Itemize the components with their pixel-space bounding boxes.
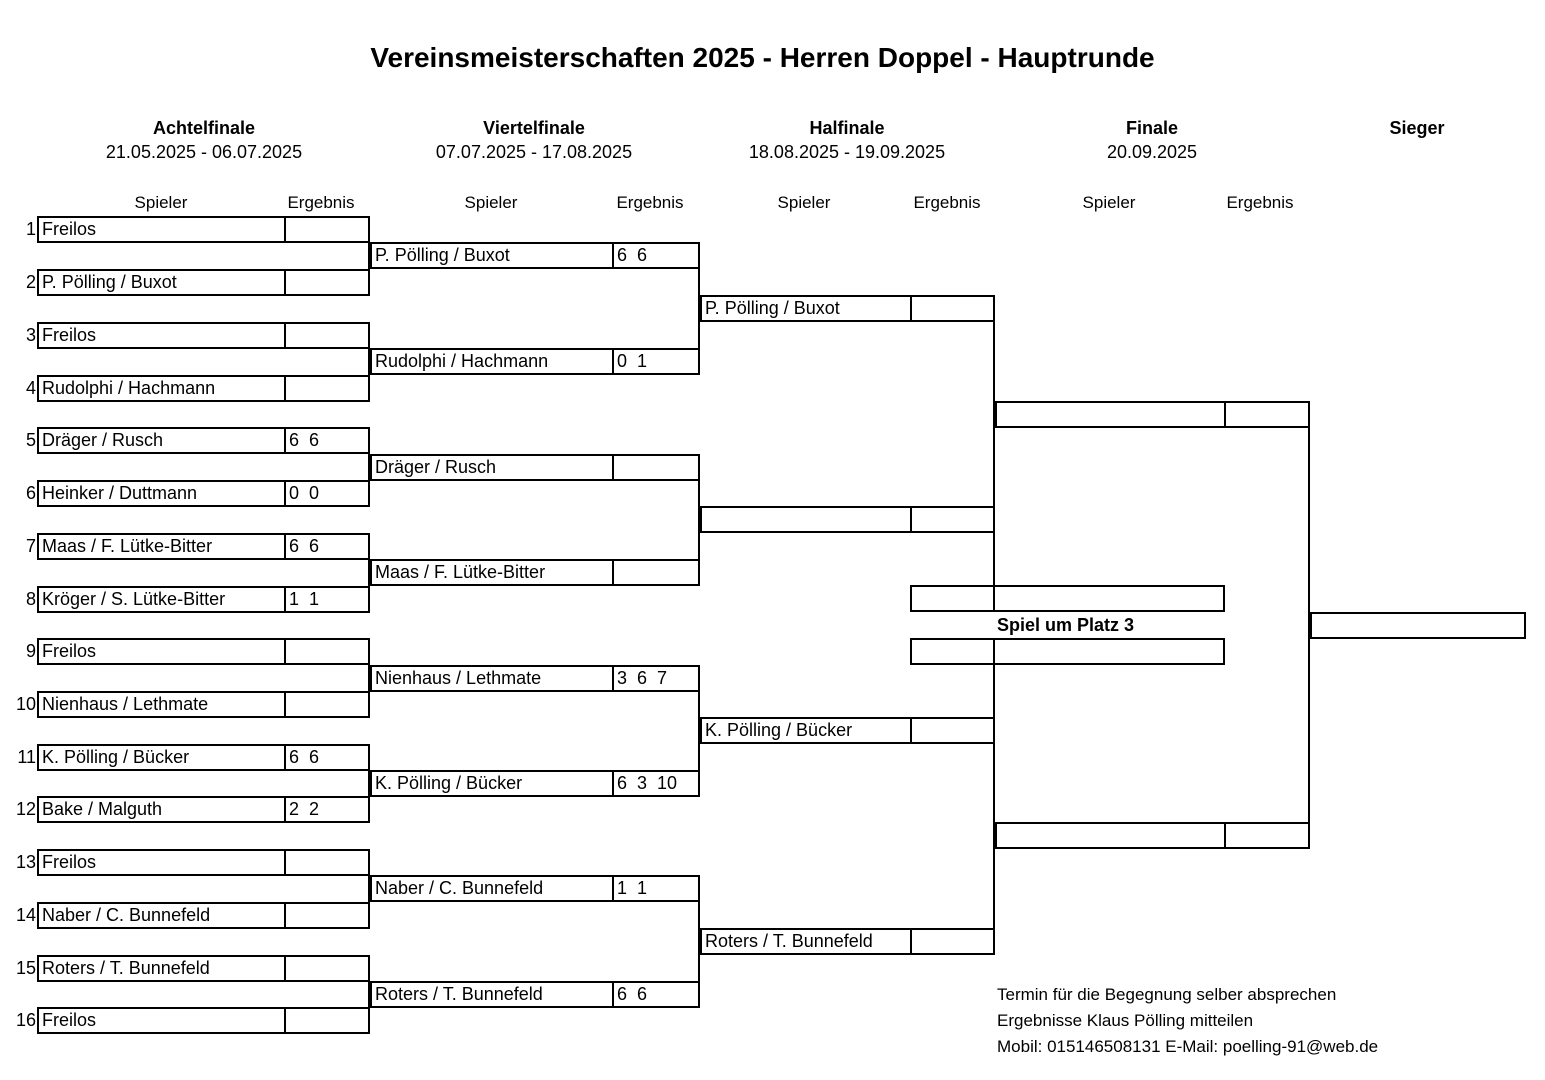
footer-notes xyxy=(997,982,1378,1060)
r16-score-slot: 1 1 xyxy=(284,586,370,613)
seed-number: 15 xyxy=(15,958,36,978)
seed-number: 1 xyxy=(25,219,36,239)
r16-player-slot: Maas / F. Lütke-Bitter xyxy=(37,533,286,560)
qf-score-slot: 1 1 xyxy=(612,875,700,902)
col-label-result: Ergebnis xyxy=(287,193,355,212)
round-header-achtelfinale xyxy=(94,116,314,164)
qf-player-slot: Naber / C. Bunnefeld xyxy=(370,875,614,902)
seed-number: 9 xyxy=(25,641,36,661)
seed-number: 2 xyxy=(25,272,36,292)
qf-player-slot: P. Pölling / Buxot xyxy=(370,242,614,269)
round-name: Viertelfinale xyxy=(483,118,585,138)
r16-player-slot: Freilos xyxy=(37,638,286,665)
col-label-result: Ergebnis xyxy=(616,193,684,212)
footer-line-results: Ergebnisse Klaus Pölling mitteilen xyxy=(997,1011,1254,1030)
round-header-viertelfinale xyxy=(424,116,644,164)
qf-score-slot: 6 6 xyxy=(612,242,700,269)
r16-player-slot: Nienhaus / Lethmate xyxy=(37,691,286,718)
seed-number: 5 xyxy=(25,430,36,450)
final-player-slot xyxy=(995,401,1226,428)
qf-player-slot: Roters / T. Bunnefeld xyxy=(370,981,614,1008)
qf-player-slot: Nienhaus / Lethmate xyxy=(370,665,614,692)
sf-score-slot xyxy=(910,928,995,955)
third-place-slot-top xyxy=(910,585,1225,612)
final-score-slot xyxy=(1224,822,1310,849)
qf-score-slot xyxy=(612,454,700,481)
seed-number: 6 xyxy=(25,483,36,503)
bracket-connector xyxy=(993,585,995,612)
r16-player-slot: Naber / C. Bunnefeld xyxy=(37,902,286,929)
seed-number: 4 xyxy=(25,378,36,398)
r16-score-slot: 6 6 xyxy=(284,427,370,454)
seed-number: 16 xyxy=(15,1010,36,1030)
sf-player-slot xyxy=(700,506,912,533)
r16-score-slot xyxy=(284,849,370,876)
qf-score-slot: 6 3 10 xyxy=(612,770,700,797)
r16-score-slot: 0 0 xyxy=(284,480,370,507)
sf-player-slot: Roters / T. Bunnefeld xyxy=(700,928,912,955)
qf-score-slot: 6 6 xyxy=(612,981,700,1008)
r16-player-slot: Roters / T. Bunnefeld xyxy=(37,955,286,982)
qf-score-slot: 3 6 7 xyxy=(612,665,700,692)
round-name: Sieger xyxy=(1389,118,1445,138)
qf-player-slot: Maas / F. Lütke-Bitter xyxy=(370,559,614,586)
qf-player-slot: K. Pölling / Bücker xyxy=(370,770,614,797)
third-place-label: Spiel um Platz 3 xyxy=(997,615,1135,635)
round-dates: 21.05.2025 - 06.07.2025 xyxy=(105,142,303,162)
r16-player-slot: Heinker / Duttmann xyxy=(37,480,286,507)
final-score-slot xyxy=(1224,401,1310,428)
r16-player-slot: Freilos xyxy=(37,849,286,876)
r16-score-slot xyxy=(284,322,370,349)
r16-player-slot: K. Pölling / Bücker xyxy=(37,744,286,771)
seed-number: 14 xyxy=(15,905,36,925)
r16-score-slot: 6 6 xyxy=(284,744,370,771)
page-title: Vereinsmeisterschaften 2025 - Herren Doppel - Hauptrunde xyxy=(370,42,1155,73)
r16-score-slot: 6 6 xyxy=(284,533,370,560)
r16-score-slot xyxy=(284,269,370,296)
r16-player-slot: Dräger / Rusch xyxy=(37,427,286,454)
round-header-halfinale xyxy=(737,116,957,164)
sf-score-slot xyxy=(910,717,995,744)
qf-score-slot xyxy=(612,559,700,586)
third-place-slot-bottom xyxy=(910,638,1225,665)
r16-player-slot: P. Pölling / Buxot xyxy=(37,269,286,296)
r16-player-slot: Rudolphi / Hachmann xyxy=(37,375,286,402)
seed-number: 10 xyxy=(15,694,36,714)
qf-player-slot: Rudolphi / Hachmann xyxy=(370,348,614,375)
round-header-sieger xyxy=(1307,116,1527,140)
r16-score-slot xyxy=(284,691,370,718)
r16-score-slot xyxy=(284,375,370,402)
footer-line-schedule: Termin für die Begegnung selber absprechen xyxy=(997,985,1337,1004)
r16-player-slot: Kröger / S. Lütke-Bitter xyxy=(37,586,286,613)
col-label-player: Spieler xyxy=(464,193,518,212)
col-label-player: Spieler xyxy=(1082,193,1136,212)
r16-score-slot xyxy=(284,1007,370,1034)
sf-score-slot xyxy=(910,295,995,322)
seed-number: 3 xyxy=(25,325,36,345)
seed-number: 7 xyxy=(25,536,36,556)
round-dates: 07.07.2025 - 17.08.2025 xyxy=(435,142,633,162)
r16-score-slot xyxy=(284,638,370,665)
qf-score-slot: 0 1 xyxy=(612,348,700,375)
sf-score-slot xyxy=(910,506,995,533)
round-header-finale xyxy=(1042,116,1262,164)
seed-number: 13 xyxy=(15,852,36,872)
bracket-connector xyxy=(993,533,995,586)
bracket-connector xyxy=(993,638,995,665)
r16-score-slot xyxy=(284,216,370,243)
col-label-result: Ergebnis xyxy=(1226,193,1294,212)
col-label-player: Spieler xyxy=(134,193,188,212)
qf-player-slot: Dräger / Rusch xyxy=(370,454,614,481)
seed-number: 8 xyxy=(25,589,36,609)
round-name: Halfinale xyxy=(809,118,885,138)
r16-player-slot: Freilos xyxy=(37,216,286,243)
r16-score-slot xyxy=(284,902,370,929)
r16-score-slot: 2 2 xyxy=(284,796,370,823)
bracket-connector xyxy=(993,664,995,717)
round-dates: 20.09.2025 xyxy=(1106,142,1198,162)
footer-line-contact: Mobil: 015146508131 E-Mail: poelling-91@web.de xyxy=(997,1037,1379,1056)
col-label-player: Spieler xyxy=(777,193,831,212)
col-label-result: Ergebnis xyxy=(913,193,981,212)
seed-number: 12 xyxy=(15,799,36,819)
round-name: Achtelfinale xyxy=(152,118,256,138)
round-dates: 18.08.2025 - 19.09.2025 xyxy=(748,142,946,162)
r16-score-slot xyxy=(284,955,370,982)
r16-player-slot: Bake / Malguth xyxy=(37,796,286,823)
winner-slot xyxy=(1310,612,1526,639)
final-player-slot xyxy=(995,822,1226,849)
round-name: Finale xyxy=(1125,118,1178,138)
r16-player-slot: Freilos xyxy=(37,1007,286,1034)
sf-player-slot: P. Pölling / Buxot xyxy=(700,295,912,322)
r16-player-slot: Freilos xyxy=(37,322,286,349)
seed-number: 11 xyxy=(17,747,36,767)
sf-player-slot: K. Pölling / Bücker xyxy=(700,717,912,744)
